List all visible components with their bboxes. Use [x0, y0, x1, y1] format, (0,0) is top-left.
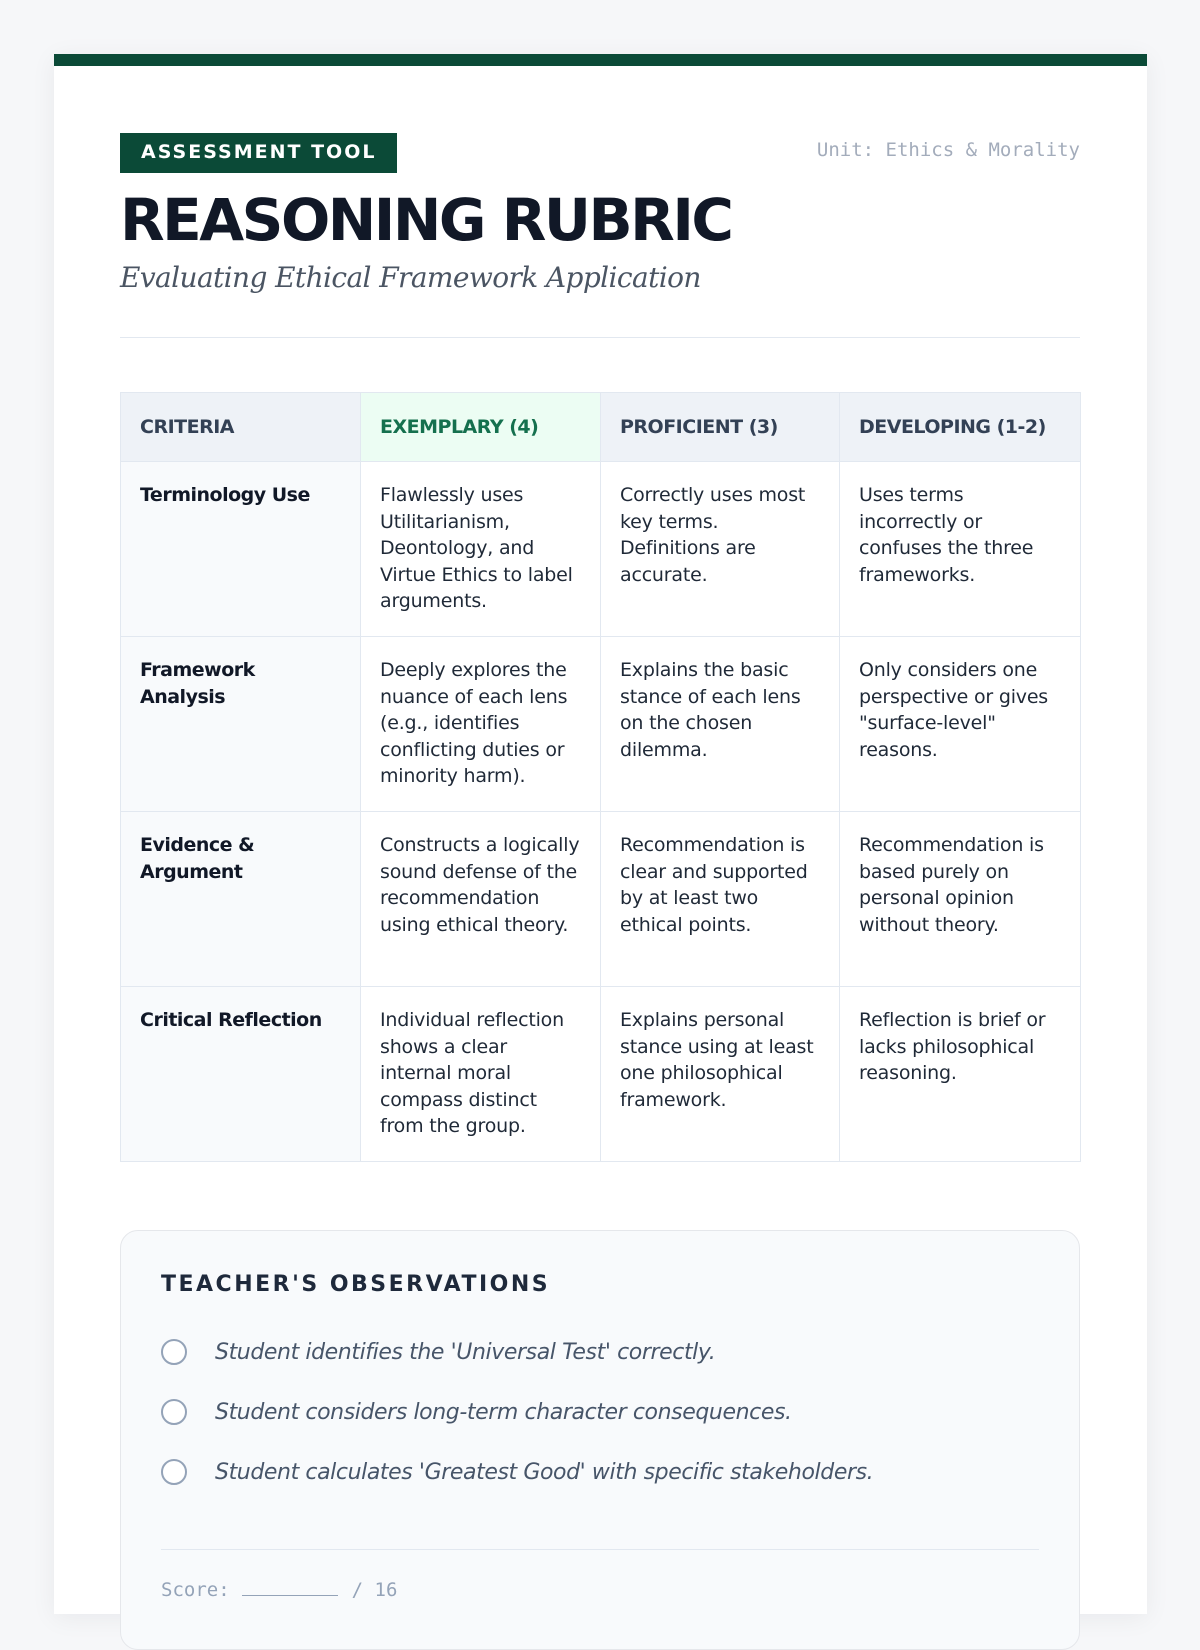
observations-list [161, 1322, 1039, 1502]
proficient-cell: Explains the basic stance of each lens on the chosen dilemma. [601, 637, 840, 812]
exemplary-cell: Deeply explores the nuance of each lens (e.g., identifies conflicting duties or minority harm). [361, 637, 601, 812]
criteria-cell: Critical Reflection [121, 987, 361, 1162]
rubric-page [54, 54, 1147, 1614]
unit-label: Unit: Ethics & Morality [816, 139, 1080, 161]
observation-label: Student calculates 'Greatest Good' with specific stakeholders. [215, 1459, 874, 1485]
column-header-exemplary: EXEMPLARY (4) [361, 393, 601, 462]
observation-item[interactable] [161, 1442, 1039, 1502]
observation-item[interactable] [161, 1322, 1039, 1382]
table-row [121, 637, 1081, 812]
observations-title: TEACHER'S OBSERVATIONS [161, 1272, 551, 1297]
score-label: Score: [161, 1579, 230, 1601]
page-title: REASONING RUBRIC [120, 186, 732, 254]
observation-radio[interactable] [161, 1459, 187, 1485]
exemplary-cell: Individual reflection shows a clear internal moral compass distinct from the group. [361, 987, 601, 1162]
table-row [121, 987, 1081, 1162]
score-total: / 16 [351, 1579, 398, 1601]
developing-cell: Only considers one perspective or gives "surface-level" reasons. [840, 637, 1081, 812]
developing-cell: Uses terms incorrectly or confuses the three frameworks. [840, 462, 1081, 637]
observation-radio[interactable] [161, 1339, 187, 1365]
observations-divider [161, 1549, 1039, 1550]
criteria-cell: Framework Analysis [121, 637, 361, 812]
table-row [121, 462, 1081, 637]
table-row [121, 812, 1081, 987]
column-header-developing: DEVELOPING (1-2) [840, 393, 1081, 462]
exemplary-cell: Constructs a logically sound defense of the recommendation using ethical theory. [361, 812, 601, 987]
developing-cell: Reflection is brief or lacks philosophical reasoning. [840, 987, 1081, 1162]
column-header-proficient: PROFICIENT (3) [601, 393, 840, 462]
rubric-header-row [121, 393, 1081, 462]
score-line [161, 1578, 1039, 1601]
criteria-cell: Terminology Use [121, 462, 361, 637]
page-subtitle: Evaluating Ethical Framework Application [120, 261, 701, 294]
rubric-table [120, 392, 1081, 1162]
column-header-criteria: CRITERIA [121, 393, 361, 462]
page-header [120, 133, 1080, 173]
criteria-cell: Evidence & Argument [121, 812, 361, 987]
proficient-cell: Explains personal stance using at least one philosophical framework. [601, 987, 840, 1162]
exemplary-cell: Flawlessly uses Utilitarianism, Deontology, and Virtue Ethics to label arguments. [361, 462, 601, 637]
proficient-cell: Recommendation is clear and supported by at least two ethical points. [601, 812, 840, 987]
observation-label: Student identifies the 'Universal Test' correctly. [215, 1339, 716, 1365]
teacher-observations-panel [120, 1230, 1080, 1650]
observation-radio[interactable] [161, 1399, 187, 1425]
assessment-badge: ASSESSMENT TOOL [120, 133, 397, 173]
developing-cell: Recommendation is based purely on personal opinion without theory. [840, 812, 1081, 987]
score-blank-field[interactable] [242, 1578, 338, 1596]
observation-label: Student considers long-term character consequences. [215, 1399, 792, 1425]
header-divider [120, 337, 1080, 338]
proficient-cell: Correctly uses most key terms. Definitions are accurate. [601, 462, 840, 637]
observation-item[interactable] [161, 1382, 1039, 1442]
